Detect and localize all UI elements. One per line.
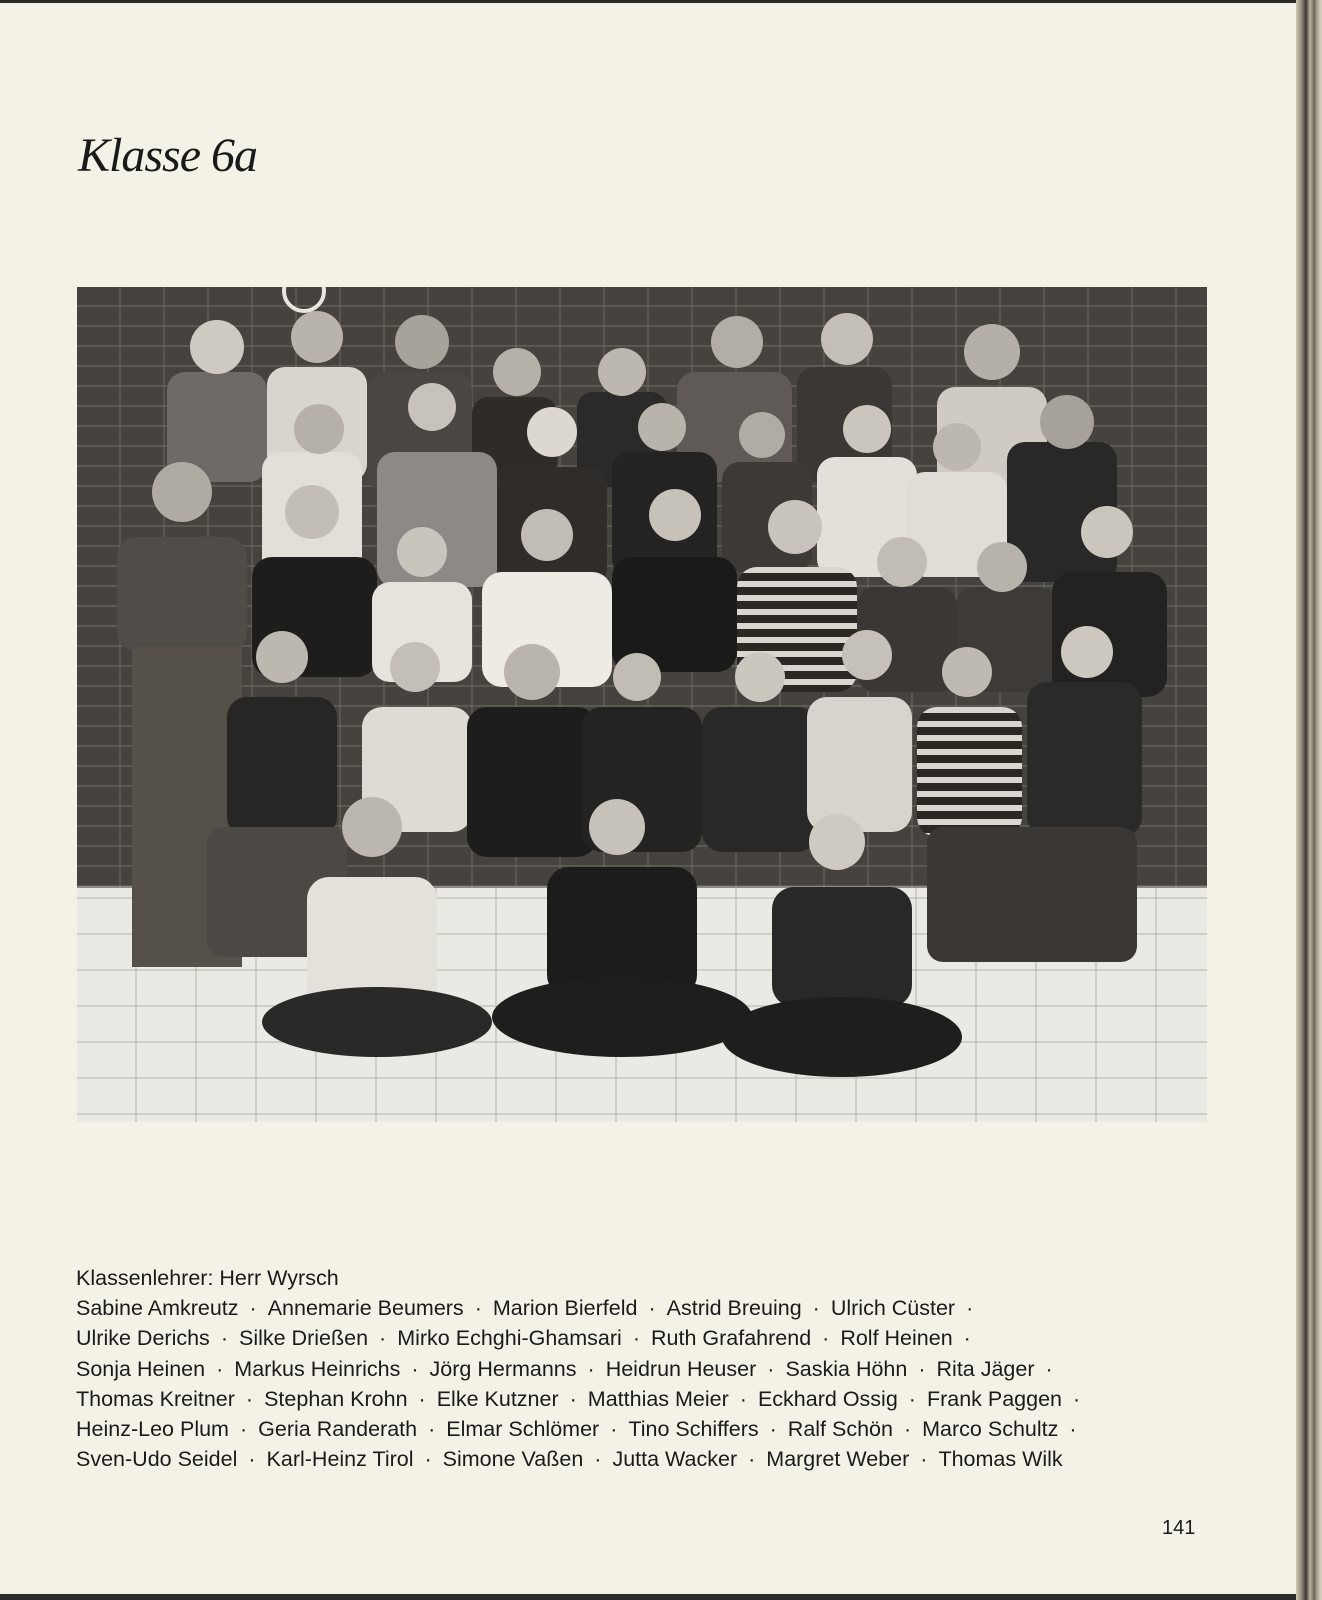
name-separator: · [739,1386,747,1411]
name-separator: · [418,1386,426,1411]
page-top-edge [0,0,1322,3]
name-separator: · [474,1296,482,1321]
name-separator: · [812,1296,820,1321]
name-separator: · [587,1356,595,1381]
student-name: Annemarie Beumers [267,1296,464,1321]
student-name: Thomas Kreitner [76,1386,235,1411]
name-separator: · [1045,1356,1053,1381]
name-separator: · [1069,1417,1077,1442]
class-photo-image [77,287,1207,1122]
student-name: Simone Vaßen [442,1447,584,1472]
student-name: Margret Weber [766,1447,910,1472]
student-name: Thomas Wilk [938,1447,1063,1472]
page-number: 141 [1162,1517,1196,1539]
name-separator: · [748,1447,756,1472]
student-name: Geria Randerath [258,1417,418,1442]
name-separator: · [963,1326,971,1351]
name-separator: · [822,1326,830,1351]
student-name: Eckhard Ossig [757,1386,898,1411]
name-separator: · [594,1447,602,1472]
student-name: Jutta Wacker [612,1447,738,1472]
names-line [76,1293,1256,1323]
name-separator: · [769,1417,777,1442]
name-separator: · [248,1447,256,1472]
student-name: Astrid Breuing [666,1296,802,1321]
student-name: Markus Heinrichs [234,1356,401,1381]
name-separator: · [908,1386,916,1411]
student-name: Rolf Heinen [840,1326,953,1351]
student-name: Marion Bierfeld [492,1296,638,1321]
name-separator: · [249,1296,257,1321]
student-name: Karl-Heinz Tirol [266,1447,414,1472]
student-name: Rita Jäger [936,1356,1035,1381]
name-separator: · [245,1386,254,1411]
name-separator: · [903,1417,912,1442]
name-separator: · [966,1296,974,1321]
name-separator: · [632,1326,640,1351]
student-name: Matthias Meier [587,1386,729,1411]
name-separator: · [424,1447,432,1472]
names-line [76,1384,1256,1414]
name-separator: · [610,1417,618,1442]
names-line [76,1323,1256,1353]
page-bottom-edge [0,1594,1296,1600]
student-name: Sonja Heinen [76,1356,206,1381]
name-separator: · [648,1296,656,1321]
name-separator: · [767,1356,775,1381]
student-name: Marco Schultz [922,1417,1059,1442]
name-separator: · [216,1356,224,1381]
name-separator: · [1073,1386,1081,1411]
name-separator: · [920,1447,928,1472]
page-title: Klasse 6a [78,129,258,182]
name-separator: · [379,1326,387,1351]
student-name: Heinz-Leo Plum [76,1417,229,1442]
class-photo [77,287,1207,1122]
caption [76,1263,1256,1474]
student-name: Sven-Udo Seidel [76,1447,238,1472]
student-name: Stephan Krohn [264,1386,408,1411]
student-name: Ruth Grafahrend [651,1326,812,1351]
student-name: Mirko Echghi-Ghamsari [397,1326,622,1351]
floor-sitting-row [262,797,962,1077]
names-line [76,1414,1256,1444]
student-name: Elmar Schlömer [446,1417,600,1442]
student-name: Ralf Schön [787,1417,893,1442]
student-name: Sabine Amkreutz [76,1296,239,1321]
name-separator: · [220,1326,228,1351]
student-name: Saskia Höhn [785,1356,908,1381]
student-name: Elke Kutzner [436,1386,559,1411]
teacher-line: Klassenlehrer: Herr Wyrsch [76,1266,339,1290]
student-name: Heidrun Heuser [605,1356,757,1381]
name-separator: · [239,1417,248,1442]
student-name: Ulrike Derichs [76,1326,210,1351]
names-line [76,1354,1256,1384]
name-separator: · [428,1417,436,1442]
name-separator: · [918,1356,926,1381]
name-separator: · [411,1356,419,1381]
student-name: Silke Drießen [238,1326,369,1351]
student-name: Ulrich Cüster [830,1296,956,1321]
name-separator: · [569,1386,577,1411]
student-name: Frank Paggen [926,1386,1063,1411]
student-name: Jörg Hermanns [429,1356,577,1381]
names-line [76,1444,1256,1474]
student-name: Tino Schiffers [628,1417,759,1442]
book-spine-edge [1296,0,1322,1600]
